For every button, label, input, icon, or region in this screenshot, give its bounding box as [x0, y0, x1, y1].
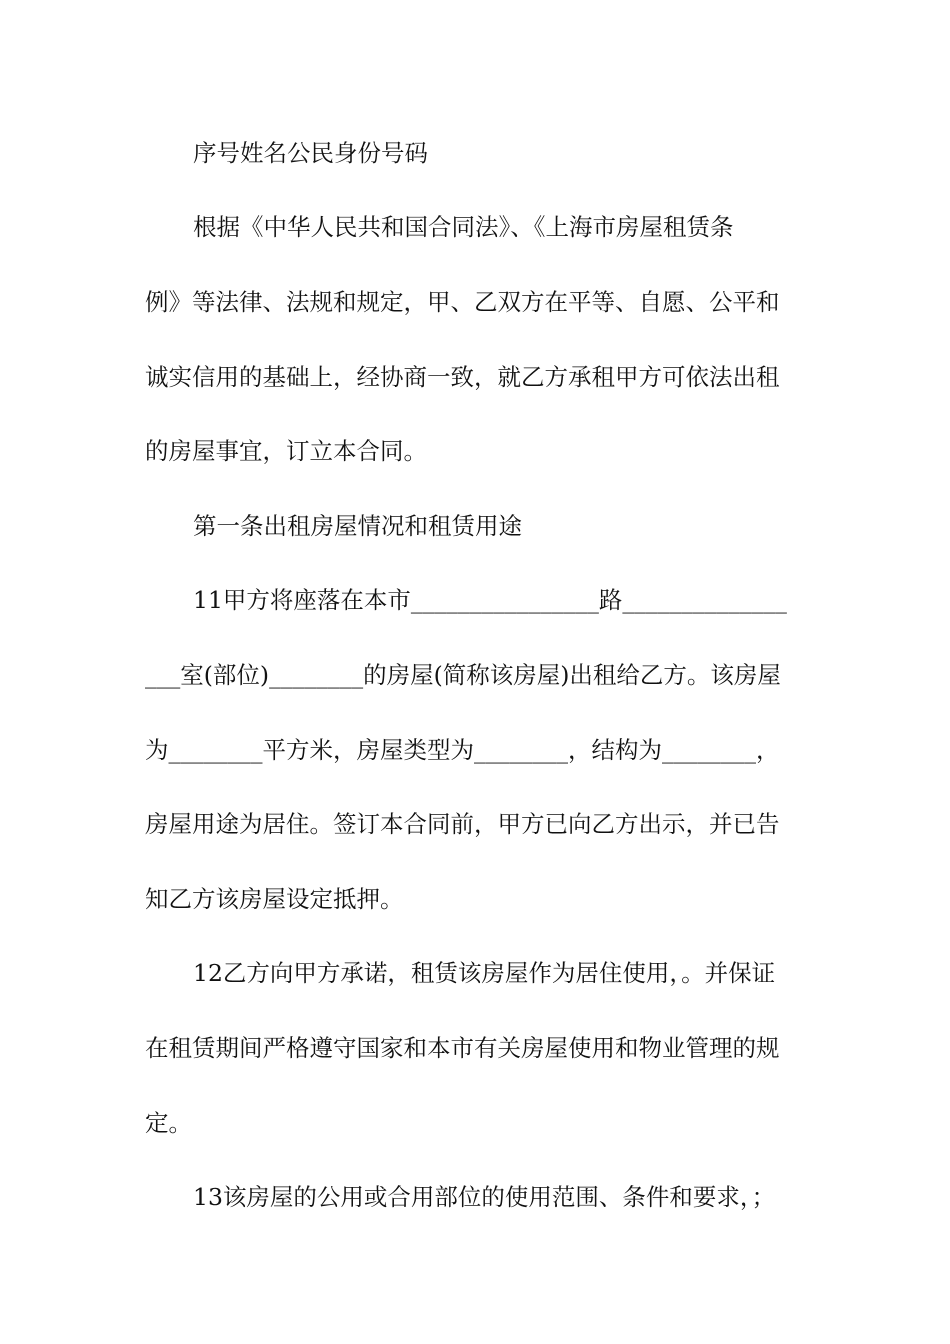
- paragraph-line: 的房屋事宜，订立本合同。: [145, 437, 427, 465]
- paragraph-line: 例》等法律、法规和规定，甲、乙双方在平等、自愿、公平和: [145, 288, 780, 316]
- clause-line: 定。: [145, 1109, 192, 1137]
- clause-line: 为________平方米，房屋类型为________，结构为________，: [145, 736, 780, 764]
- table-header-line: 序号姓名公民身份号码: [193, 139, 428, 167]
- clause-line: 在租赁期间严格遵守国家和本市有关房屋使用和物业管理的规: [145, 1034, 780, 1062]
- clause-line: 11甲方将座落在本市________________路______________: [193, 586, 787, 614]
- paragraph-line: 诚实信用的基础上，经协商一致，就乙方承租甲方可依法出租: [145, 363, 780, 391]
- clause-line: 房屋用途为居住。签订本合同前，甲方已向乙方出示，并已告: [145, 810, 780, 838]
- clause-line: ___室(部位)________的房屋(简称该房屋)出租给乙方。该房屋: [145, 661, 781, 689]
- clause-line: 12乙方向甲方承诺，租赁该房屋作为居住使用，。并保证: [193, 959, 776, 987]
- paragraph-line: 根据《中华人民共和国合同法》、《上海市房屋租赁条: [193, 213, 734, 241]
- clause-line: 知乙方该房屋设定抵押。: [145, 885, 404, 913]
- clause-line: 13该房屋的公用或合用部位的使用范围、条件和要求，；: [193, 1183, 776, 1211]
- article-heading: 第一条出租房屋情况和租赁用途: [193, 512, 522, 540]
